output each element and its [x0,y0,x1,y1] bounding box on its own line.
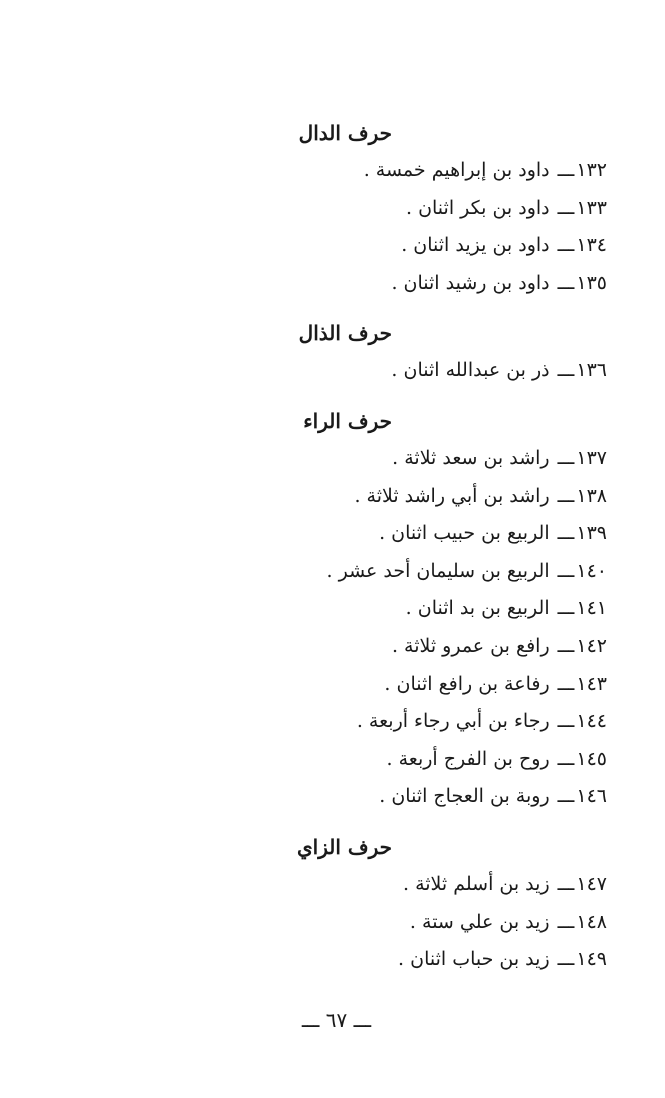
list-item [0,440,665,478]
entry-dash: ـــ [557,948,575,971]
entry-number: ١٣٧ [576,446,607,469]
entry-text: داود بن إبراهيم خمسة . [363,159,550,181]
section-heading-ra: حرف الراء [303,408,392,433]
list-item [0,866,665,904]
entry-text: راشد بن أبي راشد ثلاثة . [354,484,550,507]
section-heading-zay: حرف الزاي [297,834,392,859]
entry-dash: ـــ [557,271,575,294]
entry-number: ١٤١ [576,597,607,620]
entry-number: ١٤٢ [576,634,607,657]
entry-dash: ـــ [557,522,575,545]
entry-text: زيد بن حباب اثنان . [398,948,550,971]
entry-text: الربيع بن سليمان أحد عشر . [326,559,550,582]
entry-number: ١٤٦ [576,785,607,808]
entry-number: ١٤٠ [576,559,607,582]
list-item [0,265,665,303]
entry-number: ١٣٣ [576,196,607,219]
entry-text: روح بن الفرج أربعة . [386,747,550,770]
entry-number: ١٤٤ [576,710,607,733]
list-item [0,703,665,741]
entry-dash: ـــ [557,446,575,469]
entry-number: ١٤٨ [576,910,607,933]
entry-dash: ـــ [557,597,575,620]
list-item [0,941,665,979]
entry-number: ١٣٤ [576,234,607,257]
list-item [0,904,665,942]
list-item [0,478,665,516]
entry-number: ١٤٥ [576,747,607,770]
entry-dash: ـــ [557,359,575,382]
entry-dash: ـــ [557,196,575,219]
entry-text: روبة بن العجاج اثنان . [379,785,550,808]
entry-text: رجاء بن أبي رجاء أربعة . [356,710,550,733]
page-number: ـــ ٦٧ ـــ [301,1008,372,1032]
entry-number: ١٤٣ [576,672,607,695]
entry-text: رافع بن عمرو ثلاثة . [391,634,550,657]
entry-text: زيد بن علي ستة . [409,910,550,933]
entry-number: ١٣٢ [576,159,607,181]
entry-dash: ـــ [557,234,575,257]
entry-number: ١٣٥ [576,271,607,294]
list-item [0,352,665,390]
entry-text: رفاعة بن رافع اثنان . [384,672,550,695]
entry-text: داود بن يزيد اثنان . [401,234,550,257]
entry-text: داود بن رشيد اثنان . [391,271,550,294]
entry-dash: ـــ [557,910,575,933]
entry-number: ١٤٩ [576,948,607,971]
entry-dash: ـــ [557,710,575,733]
document-content [0,118,665,979]
entry-number: ١٣٦ [576,359,607,382]
list-item [0,628,665,666]
entry-dash: ـــ [557,159,575,181]
list-item [0,515,665,553]
entry-dash: ـــ [557,634,575,657]
list-item [0,227,665,265]
entry-dash: ـــ [557,872,575,895]
list-item [0,590,665,628]
list-item [0,152,665,190]
entry-text: زيد بن أسلم ثلاثة . [403,872,550,895]
entry-dash: ـــ [557,672,575,695]
entry-number: ١٤٧ [576,872,607,895]
entry-text: ذر بن عبدالله اثنان . [391,359,550,382]
list-item [0,741,665,779]
list-item [0,190,665,228]
entry-dash: ـــ [557,559,575,582]
entry-number: ١٣٩ [576,522,607,545]
entry-text: راشد بن سعد ثلاثة . [392,446,550,469]
section-heading-dhal: حرف الذال [298,321,392,346]
entry-text: الربيع بن حبيب اثنان . [379,522,550,545]
entry-dash: ـــ [557,747,575,770]
entry-dash: ـــ [557,484,575,507]
list-item [0,553,665,591]
entry-number: ١٣٨ [576,484,607,507]
entry-text: الربيع بن بد اثنان . [405,597,550,620]
entry-text: داود بن بكر اثنان . [405,196,550,219]
section-heading-dal: حرف الدال [298,121,392,145]
list-item [0,778,665,816]
entry-dash: ـــ [557,785,575,808]
list-item [0,666,665,704]
